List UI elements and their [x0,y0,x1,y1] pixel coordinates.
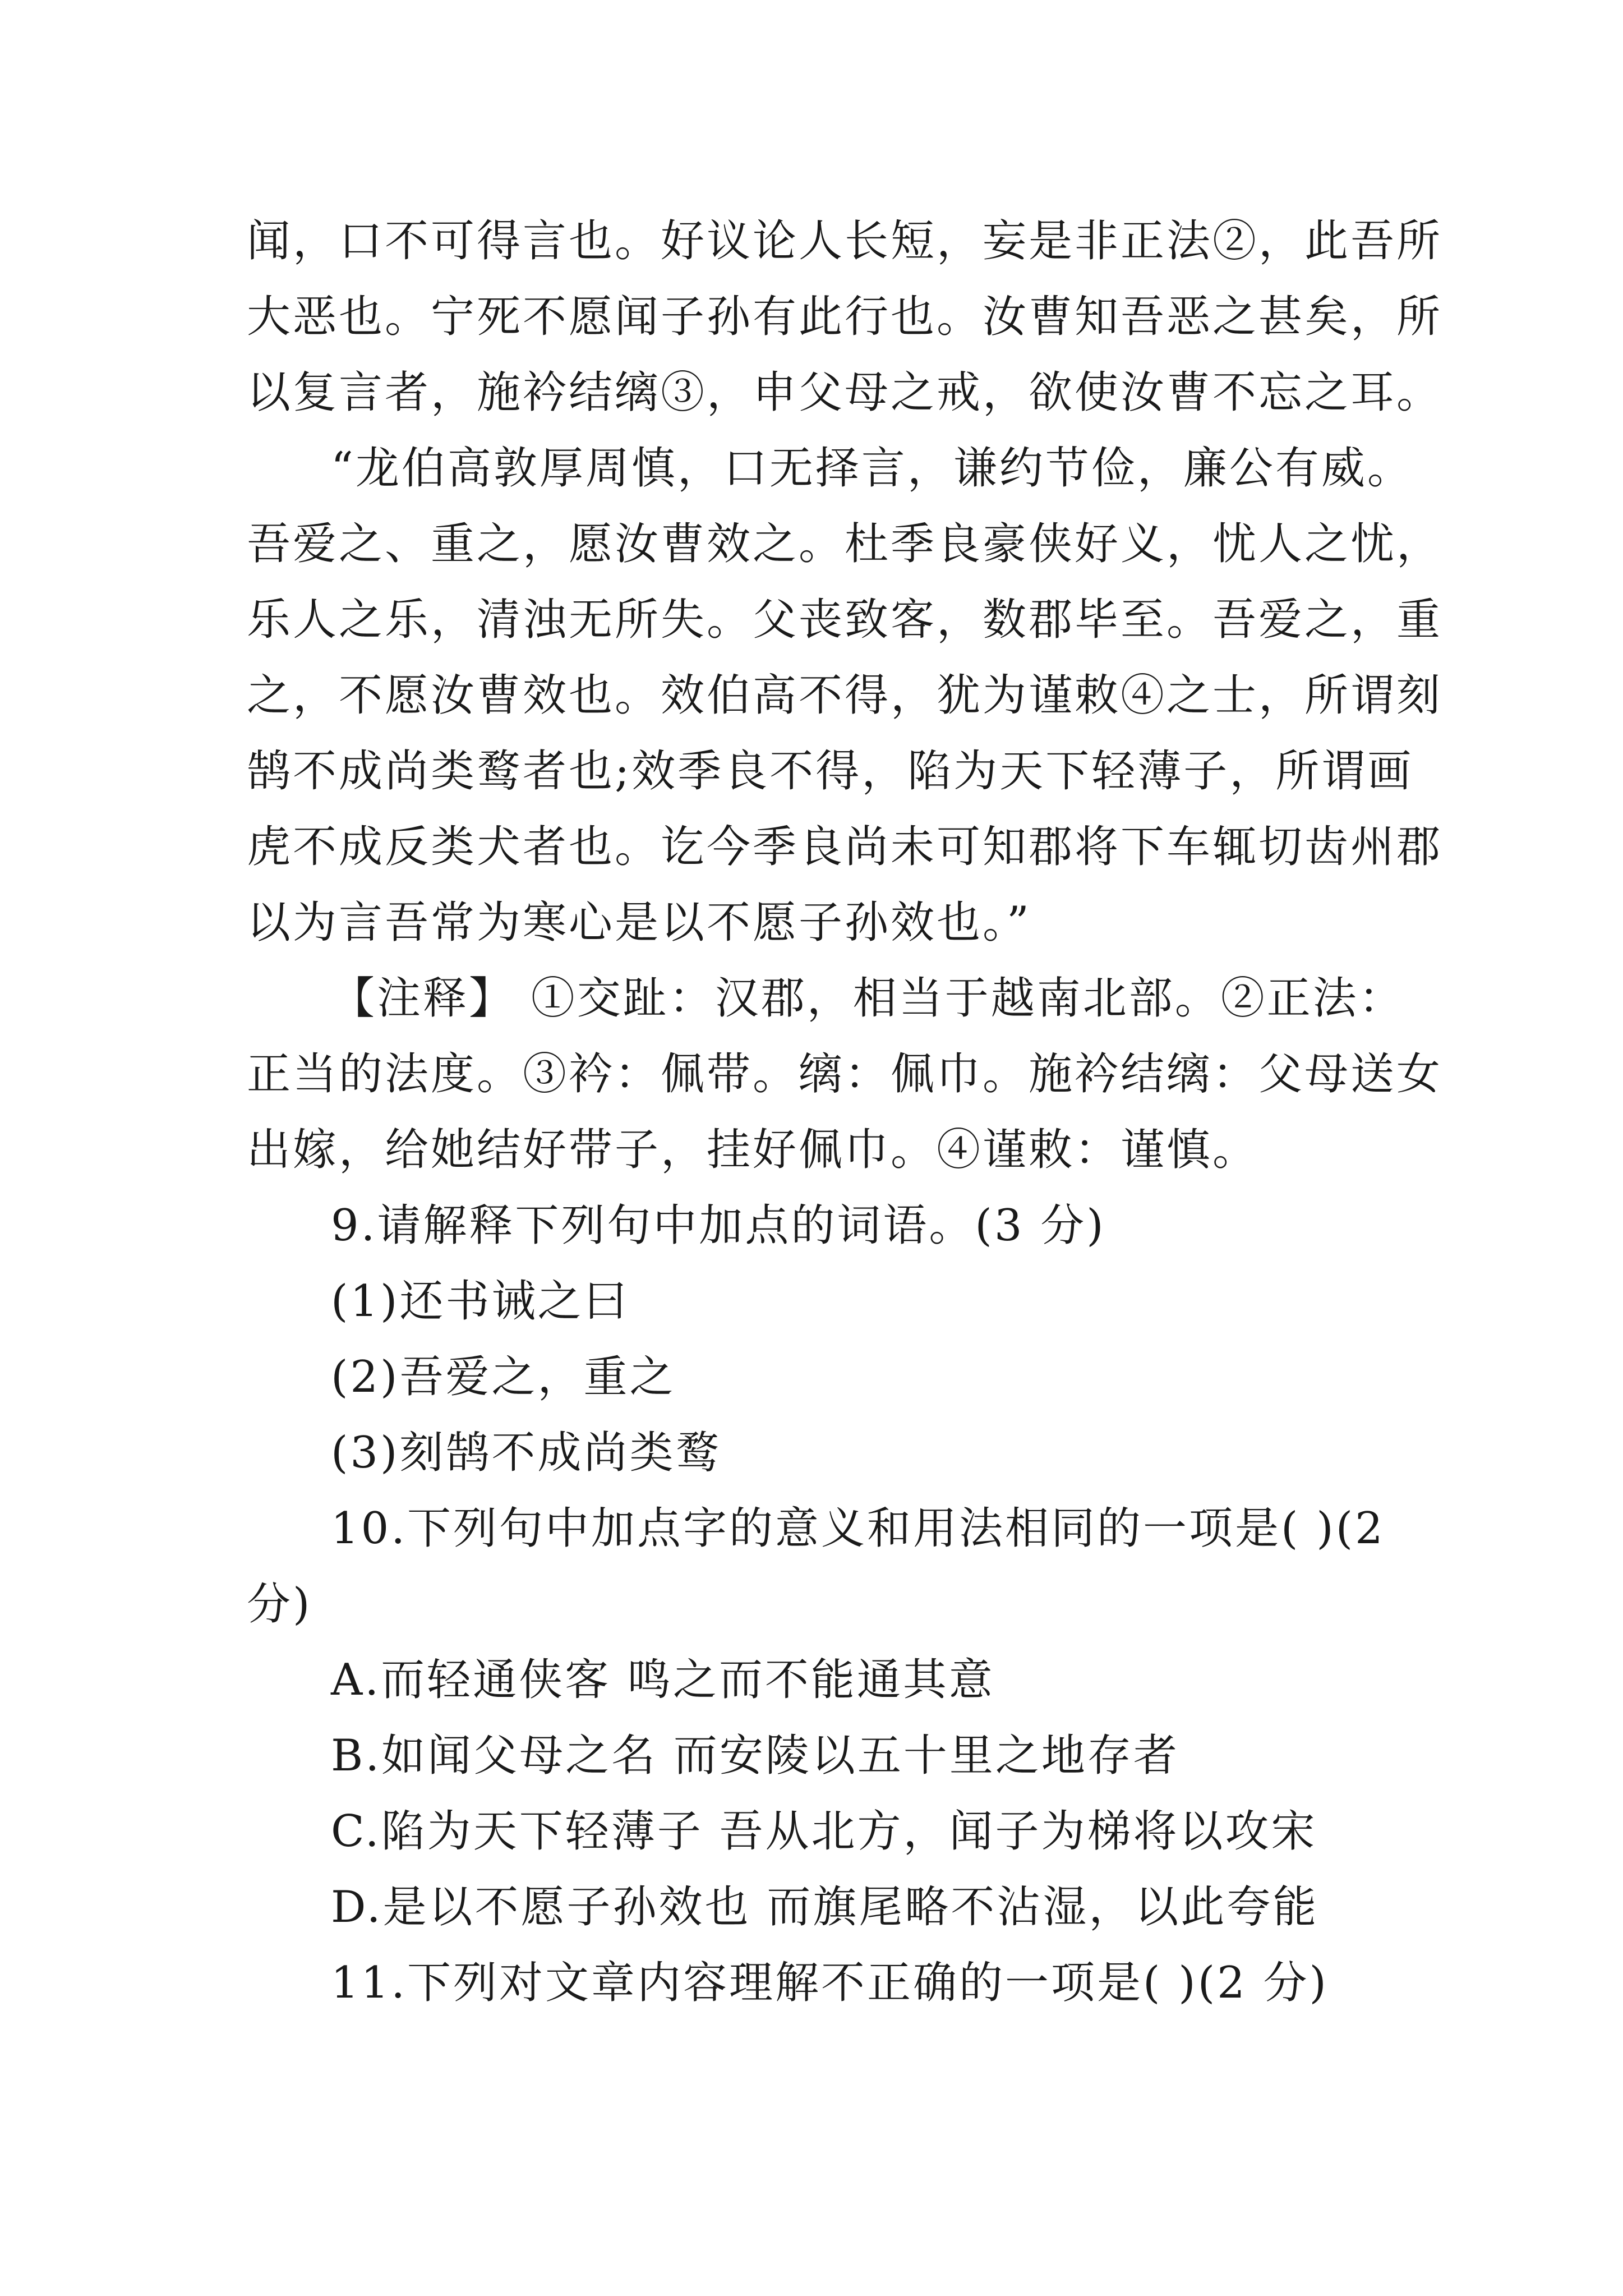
passage-line: 乐人之乐，清浊无所失。父丧致客，数郡毕至。吾爱之，重 [247,595,1443,645]
question-11-stem: 11.下列对文章内容理解不正确的一项是( )(2 分) [331,1958,1329,2008]
question-10-stem-cont: 分) [247,1579,312,1630]
passage-line: 闻，口不可得言也。好议论人长短，妄是非正法②，此吾所 [247,216,1443,266]
passage-line: 吾爱之、重之，愿汝曹效之。杜季良豪侠好义，忧人之忧， [247,519,1443,569]
passage-line: 鹄不成尚类鹜者也;效季良不得，陷为天下轻薄子，所谓画 [247,746,1414,797]
notes-line: 【注释】 ①交趾：汉郡，相当于越南北部。②正法： [331,973,1405,1024]
passage-line: 大恶也。宁死不愿闻子孙有此行也。汝曹知吾恶之甚矣，所 [247,292,1443,342]
passage-line: 之，不愿汝曹效也。效伯高不得，犹为谨敕④之士，所谓刻 [247,670,1443,721]
question-10-option-b: B.如闻父母之名 而安陵以五十里之地存者 [331,1731,1179,1781]
notes-line: 正当的法度。③衿：佩带。缡：佩巾。施衿结缡：父母送女 [247,1049,1443,1099]
passage-line: 虎不成反类犬者也。讫今季良尚未可知郡将下车辄切齿州郡 [247,822,1443,872]
question-10-stem: 10.下列句中加点字的意义和用法相同的一项是( )(2 [331,1503,1385,1554]
question-10-option-a: A.而轻通侠客 鸣之而不能通其意 [331,1655,995,1705]
notes-line: 出嫁，给她结好带子，挂好佩巾。④谨敕：谨慎。 [247,1125,1259,1175]
question-9-item: (1)还书诫之曰 [331,1276,630,1327]
question-9-stem: 9.请解释下列句中加点的词语。(3 分) [331,1200,1106,1251]
question-10-option-c: C.陷为天下轻薄子 吾从北方，闻子为梯将以攻宋 [331,1806,1317,1857]
question-9-item: (2)吾爱之，重之 [331,1352,676,1402]
passage-line: “龙伯高敦厚周慎，口无择言，谦约节俭，廉公有威。 [331,443,1413,494]
passage-line: 以为言吾常为寒心是以不愿子孙效也。” [247,898,1031,948]
question-10-option-d: D.是以不愿子孙效也 而旗尾略不沾湿，以此夸能 [331,1882,1319,1932]
passage-line: 以复言者，施衿结缡③，申父母之戒，欲使汝曹不忘之耳。 [247,367,1443,418]
question-9-item: (3)刻鹄不成尚类鹜 [331,1428,722,1478]
